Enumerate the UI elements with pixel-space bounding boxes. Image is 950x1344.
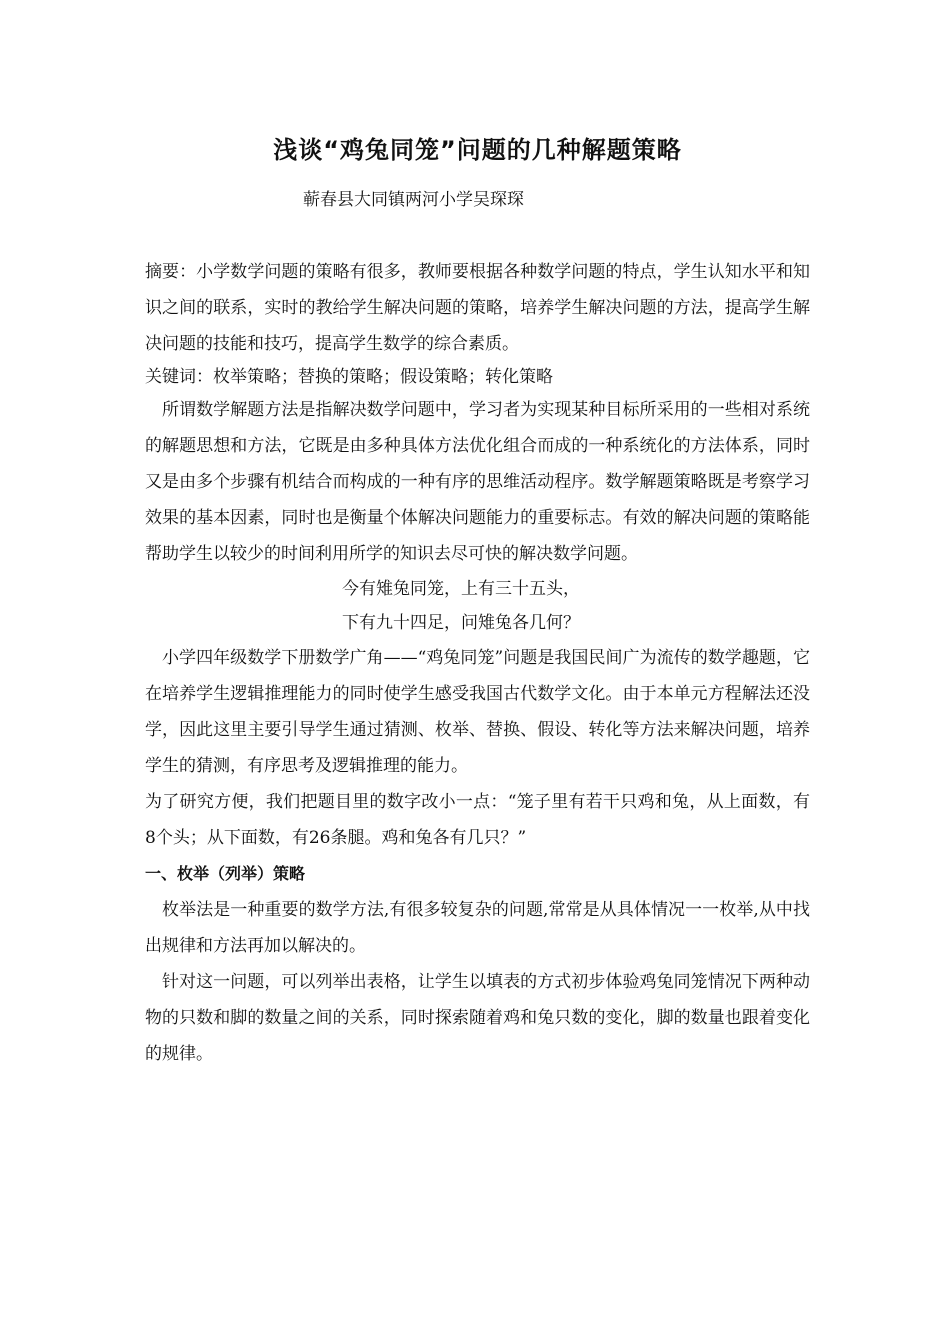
poem-line-1: 今有雉兔同笼，上有三十五头， bbox=[342, 579, 580, 599]
body-paragraph-1: 所谓数学解题方法是指解决数学问题中，学习者为实现某种目标所采用的一些相对系统的解题思想和方法，它既是由多种具体方法优化组合而成的一种系统化的方法体系，同时又是由多个步骤有机结合而构成的一种有序的思维活动程序。数学解题策略既是考察学习效果的基本因素，同时也是衡量个体解决问题能力的重要标志。有效的解决问题的策略能帮助学生以较少的时间利用所学的知识去尽可快的解决数学问题。 bbox=[145, 400, 810, 564]
body-paragraph-4: 枚举法是一种重要的数学方法,有很多较复杂的问题,常常是从具体情况一一枚举,从中找出规律和方法再加以解决的。 bbox=[145, 900, 810, 956]
document-body bbox=[145, 254, 810, 1072]
document-title: 浅谈“鸡兔同笼”问题的几种解题策略 bbox=[273, 136, 682, 164]
poem-line-2: 下有九十四足，问雉兔各几何？ bbox=[342, 613, 580, 633]
body-paragraph-2: 小学四年级数学下册数学广角——“鸡兔同笼”问题是我国民间广为流传的数学趣题，它在培养学生逻辑推理能力的同时使学生感受我国古代数学文化。由于本单元方程解法还没学，因此这里主要引导学生通过猜测、枚举、替换、假设、转化等方法来解决问题，培养学生的猜测，有序思考及逻辑推理的能力。 bbox=[145, 648, 810, 776]
body-paragraph-3: 为了研究方便，我们把题目里的数字改小一点：“笼子里有若干只鸡和兔，从上面数，有8个头；从下面数，有26条腿。鸡和兔各有几只？” bbox=[145, 792, 810, 848]
keywords-line: 关键词：枚举策略；替换的策略；假设策略；转化策略 bbox=[145, 367, 553, 387]
section-heading-enumeration: 一、枚举（列举）策略 bbox=[145, 864, 306, 883]
body-paragraph-5: 针对这一问题，可以列举出表格，让学生以填表的方式初步体验鸡兔同笼情况下两种动物的只数和脚的数量之间的关系，同时探索随着鸡和兔只数的变化，脚的数量也跟着变化的规律。 bbox=[145, 972, 810, 1064]
author-line: 蕲春县大同镇两河小学吴琛琛 bbox=[303, 190, 524, 210]
abstract-paragraph: 摘要：小学数学问题的策略有很多，教师要根据各种数学问题的特点，学生认知水平和知识之间的联系，实时的教给学生解决问题的策略，培养学生解决问题的方法，提高学生解决问题的技能和技巧，提高学生数学的综合素质。 bbox=[145, 262, 810, 354]
